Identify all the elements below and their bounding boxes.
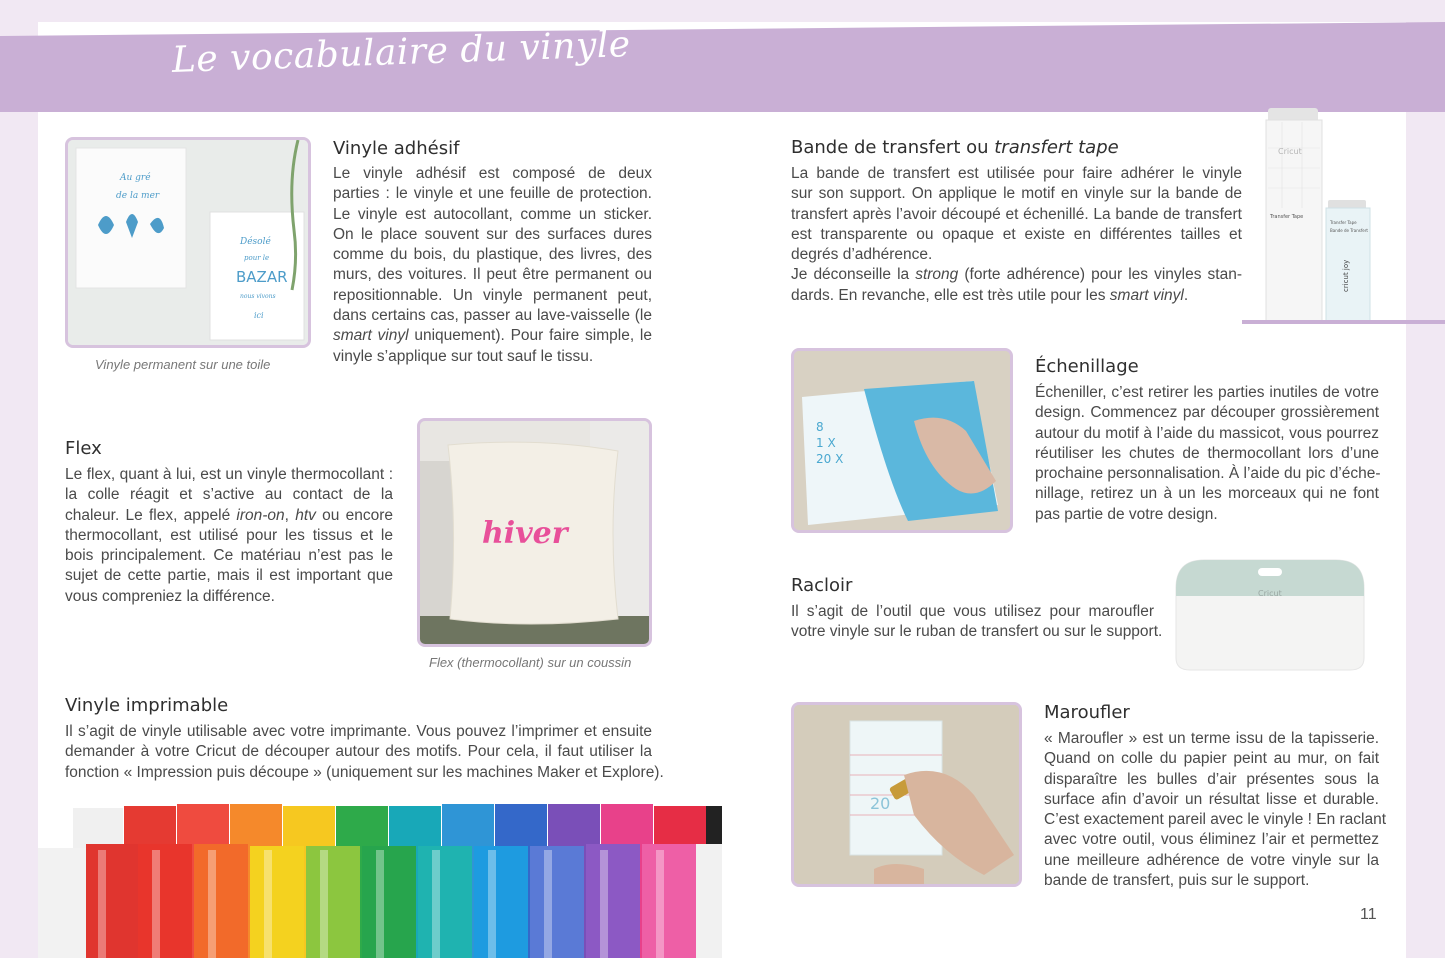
burnishing-photo [791,702,1022,887]
transfer-tape-joy-brand: cricut joy [1342,259,1350,292]
text-echenillage: Écheniller, c’est retirer les parties inutiles de votre design. Commencez par découper grossièrement autour du motif à l’aide du massicot, vous pourrez réutiliser les chutes de thermocollant lors d’une prochaine personnalisation. À l’aide du pic d’éche- nillage, retirez un à un les morceaux qui ne font pas partie de votre design. [1035,384,1381,523]
page-frame-top [0,0,1445,22]
heading-bande-transfert-italic: transfert tape [994,137,1119,158]
text-vinyle-adhesif: Le vinyle adhésif est composé de deux parties : le vinyle et une feuille de protection. Le vinyle est autocollant, comme un sticker. On le place souvent sur des surfaces dures comme du bois, du plastique, des livres, des murs, des voitures. Il peut être permanent ou repositionnable. Un vinyle permanent peut, dans certains cas, passer au lave-vaisselle (le smart vinyl uniquement). Pour faire simple, le vinyle s’applique sur tout sauf le tissu. [333,165,652,365]
svg-text:20: 20 [870,794,891,813]
canvas-text-2: de la mer [116,191,160,201]
caption-vinyl-canvas: Vinyle permanent sur une toile [95,357,271,372]
canvas-text-6: nous vivons [240,293,276,300]
svg-text:20 X: 20 X [816,452,844,466]
heading-bande-transfert [791,137,1119,158]
transfer-tape-label: Transfer Tape [1270,214,1304,220]
cushion-illustration [420,421,649,644]
heading-vinyle-imprimable: Vinyle imprimable [65,695,229,716]
text-vinyle-imprimable: Il s’agit de vinyle utilisable avec votre imprimante. Vous pouvez l’imprimer et ensuite demander à votre Cricut de découper autour des motifs. Pour cela, il faut utiliser la fonction « Impression puis découpe » (uniquement sur les machines Maker et Explore). [65,723,664,781]
canvas-text-3: Désolé [240,237,271,247]
transfer-tape-photo [1262,108,1382,322]
section-divider [1242,320,1445,324]
scraper-illustration [1170,558,1370,674]
flex-cushion-photo [417,418,652,647]
heading-vinyle-adhesif: Vinyle adhésif [333,138,460,159]
canvas-text-7: ici [254,311,264,320]
svg-text:1 X: 1 X [816,436,836,450]
page-title: Le vocabulaire du vinyle [171,23,632,81]
burnishing-illustration [794,705,1019,884]
vinyl-canvas-illustration [68,140,308,345]
vinyl-rolls-photo [38,800,722,958]
heading-echenillage: Échenillage [1035,356,1139,377]
vinyl-rolls-illustration [38,800,722,958]
heading-flex: Flex [65,438,102,459]
svg-text:8: 8 [816,420,824,434]
transfer-tape-small-label-fr: Bande de Transfert [1330,228,1368,233]
canvas-text-4: pour le [244,254,270,262]
cushion-text: hiver [482,516,568,551]
heading-maroufler: Maroufler [1044,702,1130,723]
heading-bande-transfert-main: Bande de transfert ou [791,137,995,158]
weeding-illustration [794,351,1010,530]
text-maroufler: « Maroufler » est un terme issu de la tapisserie. Quand on colle du papier peint au mur, on fait disparaître les bulles d’air présentes sous la surface afin d’avoir un résultat lisse et durable. C’est exactement pareil avec le vinyle ! En raclant avec votre outil, vous éliminez l’air et permettez une meilleure adhérence de votre vinyle sur la bande de transfert, puis sur le support. [1044,730,1387,890]
text-racloir: Il s’agit de l’outil que vous utilisez pour maroufler votre vinyle sur le ruban de transfert ou sur le support. [791,603,1163,641]
scraper-brand: Cricut [1258,589,1282,598]
heading-racloir: Racloir [791,575,853,596]
page-frame-right [1406,0,1445,958]
transfer-tape-small-label: Transfer Tape [1330,220,1357,225]
canvas-text-1: Au gré [120,173,151,183]
page-number: 11 [1360,906,1377,923]
scraper-photo [1170,558,1370,674]
text-bande-transfert: La bande de transfert est utilisée pour faire adhérer le vinyle sur son support. On applique le motif en vinyle sur la bande de transfert après l’avoir découpé et échenillé. La bande de transfert est transparente ou opaque et existe en différentes tailles et degrés d’adhérence. Je déconseille la strong (forte adhérence) pour les vinyles stan- dards. En revanche, elle est très utile pour les smart vinyl. [791,165,1242,304]
transfer-tape-brand: Cricut [1278,147,1302,156]
canvas-text-5: BAZAR [236,268,288,286]
vinyl-canvas-photo [65,137,311,348]
text-flex: Le flex, quant à lui, est un vinyle thermocollant : la colle réagit et s’active au contact de la chaleur. Le flex, appelé iron-on, htv ou encore thermocollant, est utilisé pour les tissus et le bois principalement. Ce matériau n’est pas le sujet de cette partie, mais il est important que vous compreniez la différence. [65,466,393,605]
transfer-tape-illustration [1262,108,1382,322]
weeding-photo [791,348,1013,533]
page-frame-left [0,0,38,958]
caption-flex-cushion: Flex (thermocollant) sur un coussin [429,655,632,670]
